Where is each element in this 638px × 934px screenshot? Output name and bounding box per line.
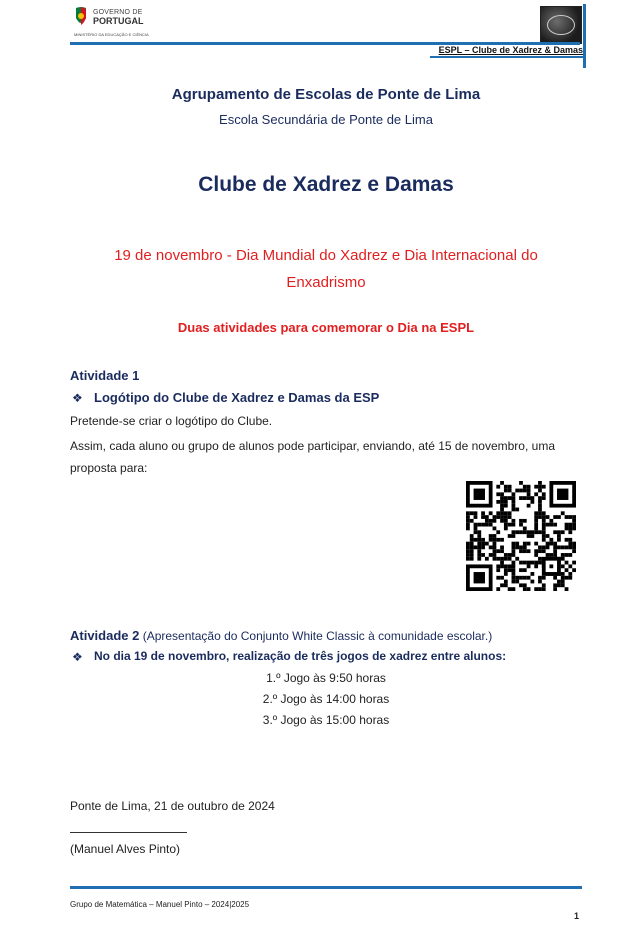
chess-club-logo [540, 6, 582, 44]
club-title: Clube de Xadrez e Damas [198, 173, 454, 196]
qr-code[interactable] [466, 481, 576, 591]
school-group-name: Agrupamento de Escolas de Ponte de Lima [171, 86, 481, 103]
activities-intro: Duas atividades para comemorar o Dia na ESPL [177, 320, 475, 335]
signature-line [70, 832, 187, 833]
header-title: ESPL – Clube de Xadrez & Damas [438, 45, 583, 55]
footer-rule [70, 886, 582, 889]
activity-2-note: (Apresentação do Conjunto White Classic à comunidade escolar.) [139, 629, 493, 643]
header-right-bar [583, 4, 586, 68]
government-logo [74, 6, 154, 42]
activity-2-title: No dia 19 de novembro, realização de três jogos de xadrez entre alunos: [94, 649, 507, 663]
activity-2-label: Atividade 2 [70, 628, 140, 643]
footer-text: Grupo de Matemática – Manuel Pinto – 2024|2025 [70, 900, 250, 909]
gov-name-line2: PORTUGAL [93, 16, 144, 26]
header-underline-rule [430, 56, 583, 58]
diamond-bullet-icon: ❖ [72, 391, 83, 405]
ministry-name: MINISTÉRIO DA EDUCAÇÃO E CIÊNCIA [74, 32, 149, 37]
activity-1-label: Atividade 1 [70, 368, 140, 383]
signatory-name: (Manuel Alves Pinto) [70, 842, 181, 856]
activity-1-line2: Assim, cada aluno ou grupo de alunos pode participar, enviando, até 15 de novembro, uma proposta para: [70, 439, 555, 475]
page-number: 1 [574, 911, 580, 921]
game-schedule-item: 1.º Jogo às 9:50 horas [266, 671, 386, 685]
place-and-date: Ponte de Lima, 21 de outubro de 2024 [70, 799, 275, 813]
activity-1-line1: Pretende-se criar o logótipo do Clube. [70, 414, 273, 428]
school-name: Escola Secundária de Ponte de Lima [219, 112, 433, 127]
game-schedule-item: 2.º Jogo às 14:00 horas [262, 692, 390, 706]
event-title: 19 de novembro - Dia Mundial do Xadrez e Dia Internacional do Enxadrismo [114, 247, 538, 291]
activity-1-title: Logótipo do Clube de Xadrez e Damas da ESP [94, 390, 380, 405]
gov-name-line1: GOVERNO DE [93, 9, 143, 16]
portugal-flag-icon [74, 6, 88, 28]
game-schedule-item: 3.º Jogo às 15:00 horas [262, 713, 390, 727]
club-logo-emblem [547, 15, 575, 35]
diamond-bullet-icon: ❖ [72, 650, 83, 664]
activity-2-line [70, 628, 492, 643]
